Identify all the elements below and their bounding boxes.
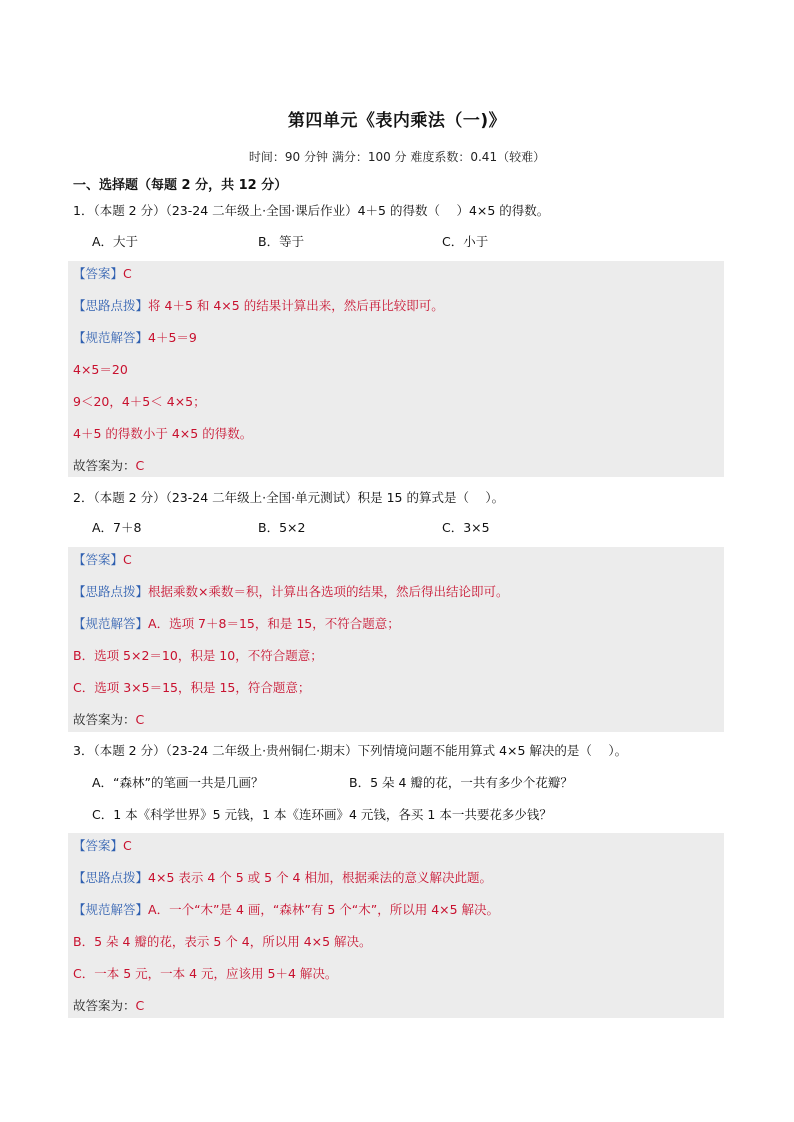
q3-solution-0: A．一个“木”是 4 画，“森林”有 5 个“木”，所以用 4×5 解决。 <box>148 902 500 917</box>
q2-answer-line <box>73 550 132 568</box>
q3-solution-line <box>73 900 499 918</box>
q1-answer: C <box>123 266 132 281</box>
q2-hint-line <box>73 582 509 600</box>
q2-answer: C <box>123 552 132 567</box>
q1-solution-1: 4×5＝20 <box>73 362 128 377</box>
q2-hint: 根据乘数×乘数＝积，计算出各选项的结果，然后得出结论即可。 <box>148 584 509 599</box>
q3-stem: 3．（本题 2 分）（23-24 二年级上·贵州铜仁·期末）下列情境问题不能用算式 4×5 解决的是（ ）。 <box>73 743 628 758</box>
hint-tag: 【思路点拨】 <box>73 584 149 599</box>
exam-meta: 时间：90 分钟 满分：100 分 难度系数：0.41（较难） <box>248 150 546 164</box>
q1-option-b: B．等于 <box>258 234 305 249</box>
q1-answer-line <box>73 264 132 282</box>
q3-final-line <box>73 996 144 1014</box>
q2-final-line <box>73 710 144 728</box>
q3-answer: C <box>123 838 132 853</box>
solution-tag: 【规范解答】 <box>73 330 149 345</box>
q2-answer-panel <box>68 547 724 732</box>
q3-answer-line <box>73 836 132 854</box>
q3-final-value: C <box>135 998 145 1013</box>
q2-stem: 2．（本题 2 分）（23-24 二年级上·全国·单元测试）积是 15 的算式是（ ）。 <box>73 490 505 505</box>
q3-option-c: C．1 本《科学世界》5 元钱，1 本《连环画》4 元钱，各买 1 本一共要花多少钱？ <box>92 807 552 822</box>
q2-option-c: C．3×5 <box>442 520 490 535</box>
q1-final-line <box>73 456 144 474</box>
final-label: 故答案为： <box>73 458 136 473</box>
q1-hint-line <box>73 296 444 314</box>
q3-hint: 4×5 表示 4 个 5 或 5 个 4 相加，根据乘法的意义解决此题。 <box>148 870 492 885</box>
section-heading: 一、选择题（每题 2 分，共 12 分） <box>73 178 288 193</box>
q3-hint-line <box>73 868 492 886</box>
q1-option-a: A．大于 <box>92 234 139 249</box>
q3-solution-1: B．5 朵 4 瓣的花，表示 5 个 4，所以用 4×5 解决。 <box>73 934 372 949</box>
answer-tag: 【答案】 <box>73 552 124 567</box>
answer-tag: 【答案】 <box>73 266 124 281</box>
q1-solution-2: 9＜20，4＋5＜ 4×5； <box>73 394 206 409</box>
final-label: 故答案为： <box>73 998 136 1013</box>
q3-option-a: A．“森林”的笔画一共是几画？ <box>92 775 264 790</box>
hint-tag: 【思路点拨】 <box>73 298 149 313</box>
q2-option-a: A．7＋8 <box>92 520 142 535</box>
q1-stem: 1．（本题 2 分）（23-24 二年级上·全国·课后作业）4＋5 的得数（ ）4×5 的得数。 <box>73 203 550 218</box>
final-label: 故答案为： <box>73 712 136 727</box>
q2-solution-line <box>73 614 400 632</box>
q3-solution-2: C．一本 5 元，一本 4 元，应该用 5＋4 解决。 <box>73 966 338 981</box>
q1-solution-3: 4＋5 的得数小于 4×5 的得数。 <box>73 426 253 441</box>
q3-option-b: B．5 朵 4 瓣的花，一共有多少个花瓣？ <box>349 775 573 790</box>
hint-tag: 【思路点拨】 <box>73 870 149 885</box>
page-title: 第四单元《表内乘法（一)》 <box>287 111 507 131</box>
q2-solution-1: B．选项 5×2＝10，积是 10，不符合题意； <box>73 648 323 663</box>
q2-final-value: C <box>135 712 145 727</box>
q1-solution-line <box>73 328 197 346</box>
q3-answer-panel <box>68 833 724 1018</box>
q2-solution-0: A．选项 7＋8＝15，和是 15，不符合题意； <box>148 616 400 631</box>
q1-option-c: C．小于 <box>442 234 489 249</box>
solution-tag: 【规范解答】 <box>73 616 149 631</box>
q2-option-b: B．5×2 <box>258 520 306 535</box>
solution-tag: 【规范解答】 <box>73 902 149 917</box>
q1-hint: 将 4＋5 和 4×5 的结果计算出来，然后再比较即可。 <box>148 298 444 313</box>
q1-solution-0: 4＋5＝9 <box>148 330 197 345</box>
q1-final-value: C <box>135 458 145 473</box>
q2-solution-2: C．选项 3×5＝15，积是 15，符合题意； <box>73 680 311 695</box>
q1-answer-panel <box>68 261 724 477</box>
answer-tag: 【答案】 <box>73 838 124 853</box>
